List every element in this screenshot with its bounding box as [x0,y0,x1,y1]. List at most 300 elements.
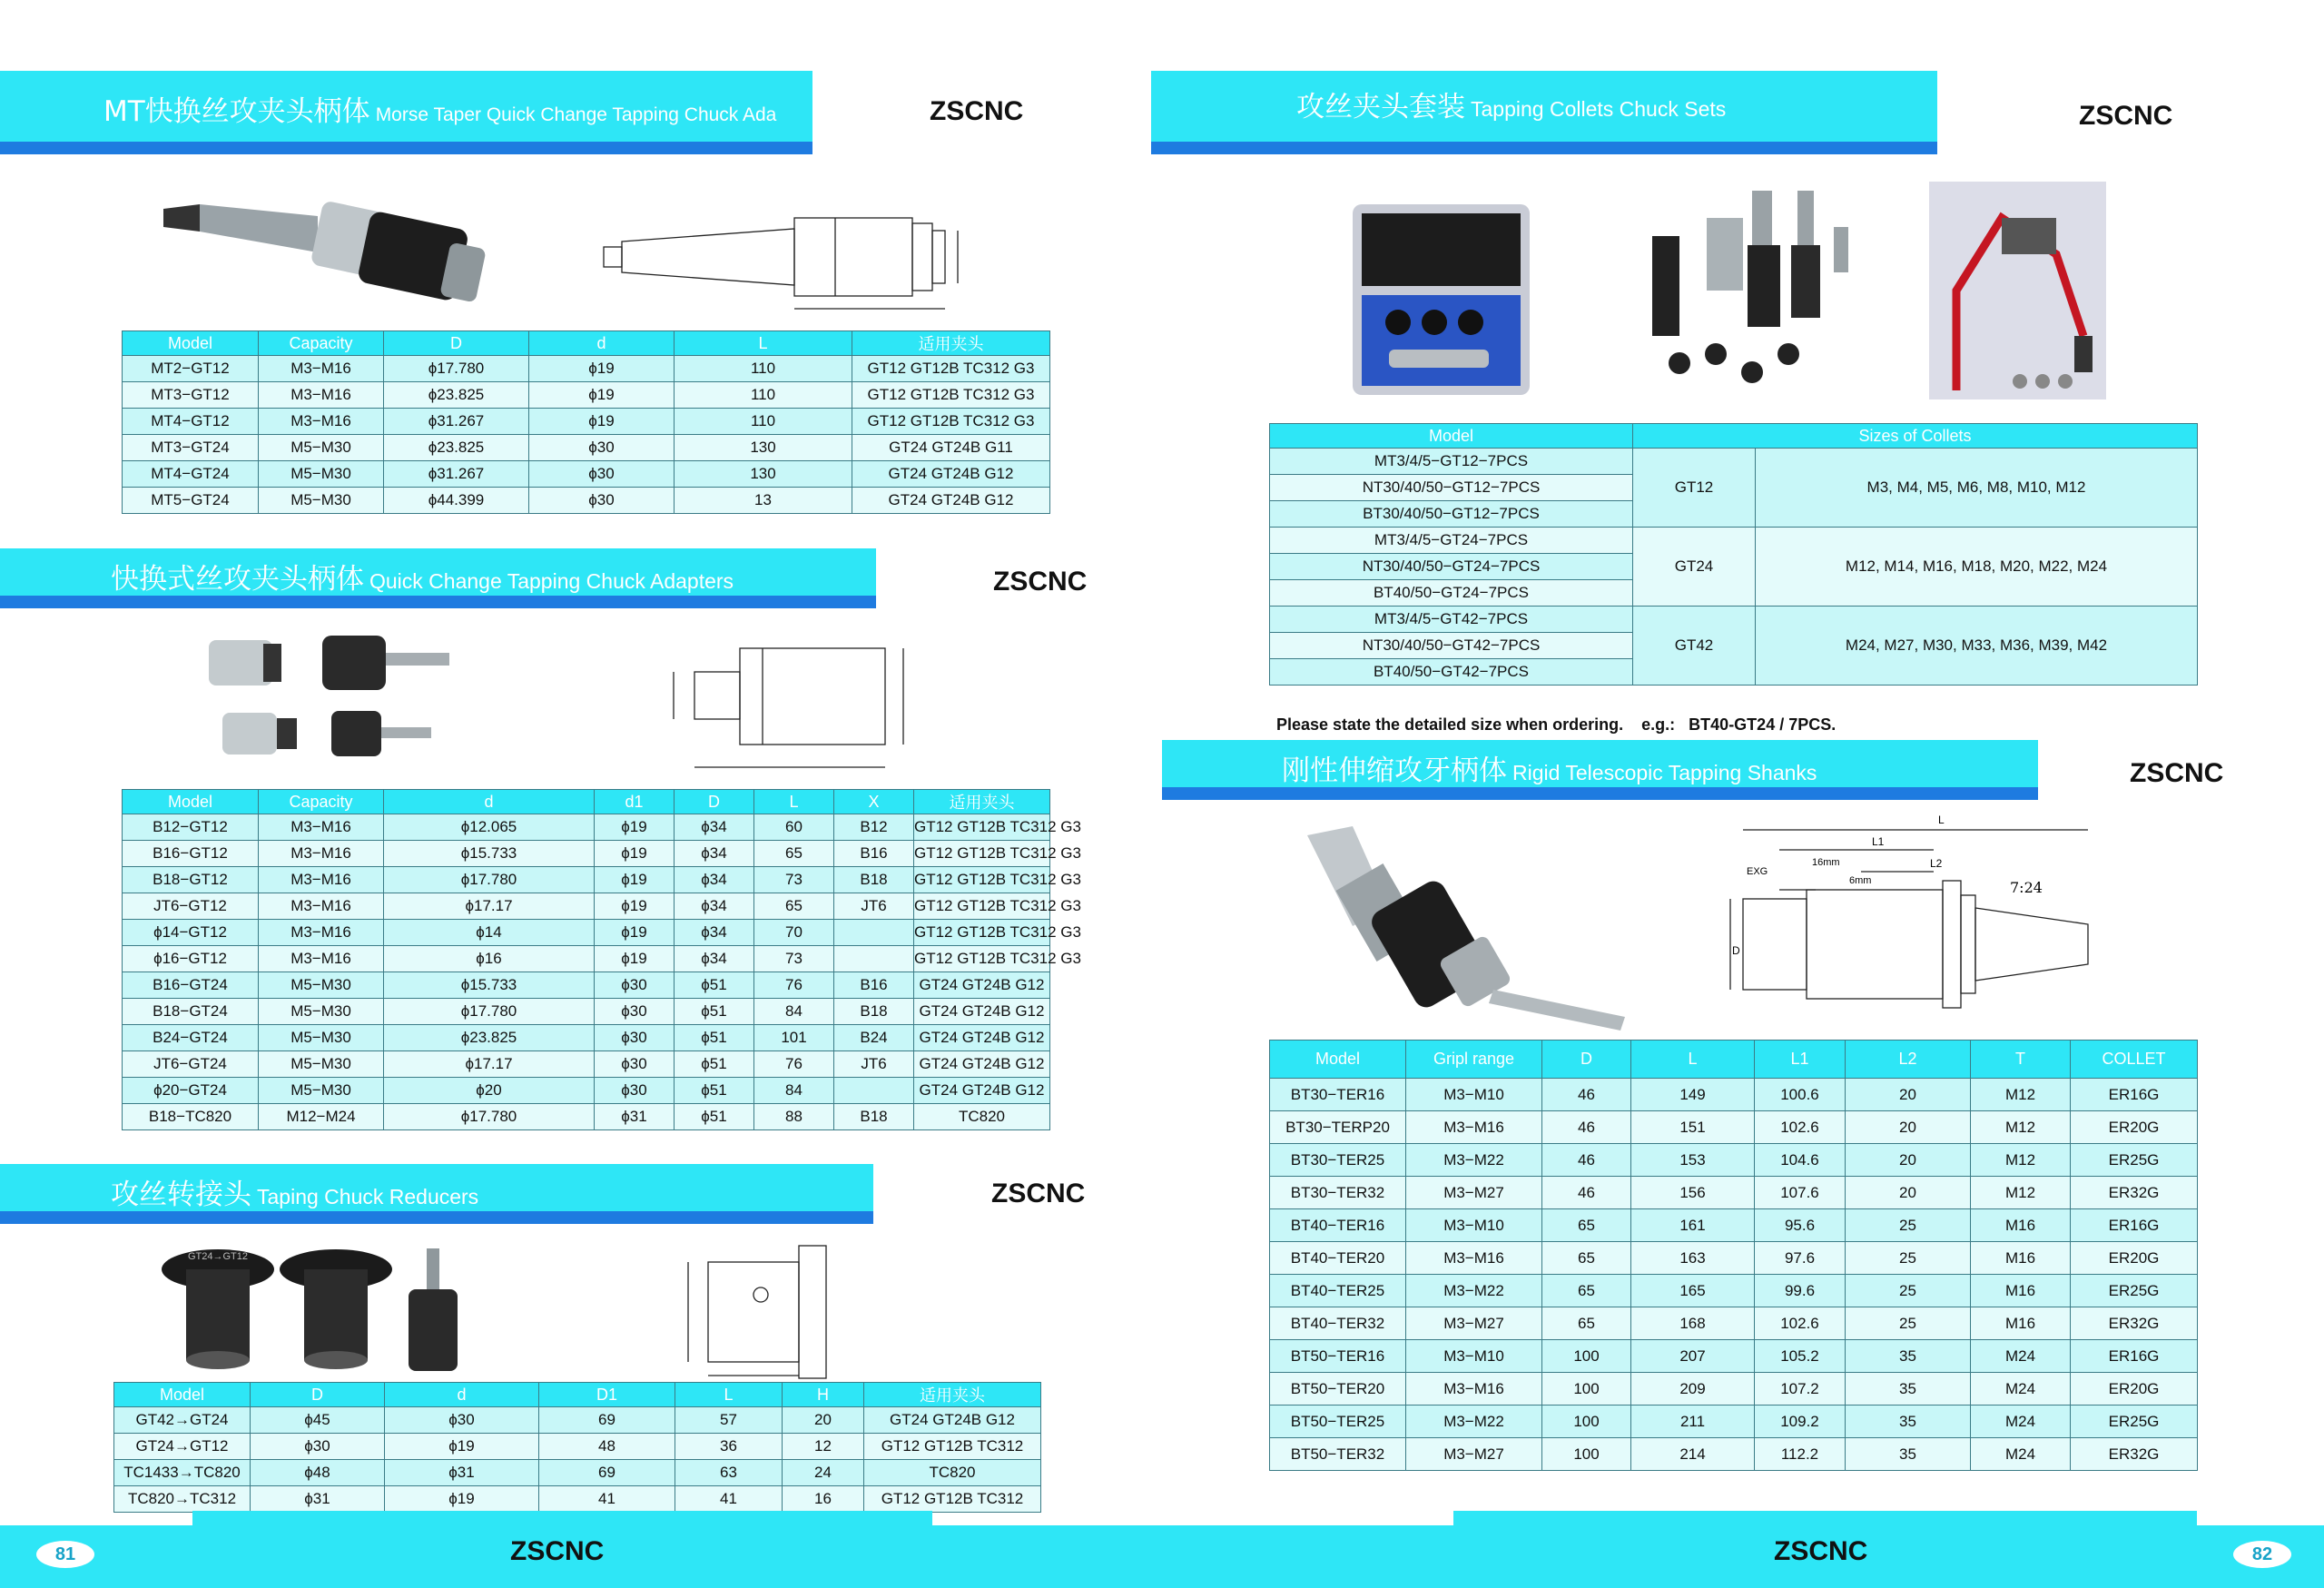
column-header: d1 [595,790,675,814]
quick-change-adapter-drawing [663,636,917,772]
table-cell: ϕ19 [529,356,675,382]
table-cell: M16 [1971,1242,2071,1275]
table-cell: GT24 GT24B G12 [852,488,1050,514]
table-cell: 69 [539,1407,675,1434]
collet-sizes-cell: M3, M4, M5, M6, M8, M10, M12 [1756,449,2198,528]
table-cell: M16 [1971,1307,2071,1340]
table-cell [834,946,914,972]
table-cell: B16 [834,972,914,999]
table-cell: M12 [1971,1079,2071,1111]
table-cell: BT40/50−GT42−7PCS [1270,659,1633,686]
table-cell: GT12 GT12B TC312 G3 [914,841,1050,867]
mt-chuck-photo [154,182,499,309]
table-cell: 109.2 [1755,1406,1846,1438]
table-row [1270,1242,2198,1275]
table-cell: BT30−TER32 [1270,1177,1406,1209]
column-header: T [1971,1041,2071,1079]
table-cell: M24 [1971,1438,2071,1471]
table-cell: M12 [1971,1111,2071,1144]
table-cell: ϕ51 [675,1025,754,1051]
table-cell: 211 [1631,1406,1755,1438]
rigid-tapping-shank-photo [1298,817,1643,1035]
table-cell: GT24 GT24B G12 [914,1025,1050,1051]
table-row [123,920,1050,946]
table-cell: M5−M30 [259,461,384,488]
table-cell: ER20G [2071,1111,2198,1144]
table-cell: ϕ30 [529,461,675,488]
table-cell: ϕ51 [675,1104,754,1130]
table-row [123,999,1050,1025]
table-cell: GT12 GT12B TC312 G3 [914,867,1050,893]
table-cell: B16 [834,841,914,867]
table-cell: ϕ31 [385,1460,539,1486]
table-cell: ϕ17.17 [384,893,595,920]
table-cell: 25 [1846,1275,1971,1307]
table-cell: 41 [675,1486,783,1513]
table-row [1270,1406,2198,1438]
table-cell: BT40/50−GT24−7PCS [1270,580,1633,607]
table-cell: 110 [675,409,852,435]
table-cell: 100 [1542,1406,1631,1438]
table-cell: 35 [1846,1340,1971,1373]
table-cell: M3−M22 [1406,1275,1542,1307]
table-cell: M3−M16 [259,409,384,435]
table-cell: 46 [1542,1177,1631,1209]
table-cell: MT5−GT24 [123,488,259,514]
table-cell: M3−M16 [1406,1373,1542,1406]
table-cell: ER32G [2071,1177,2198,1209]
table-cell: GT24→GT12 [114,1434,251,1460]
table-cell: 99.6 [1755,1275,1846,1307]
table-cell: 12 [783,1434,864,1460]
column-header: L1 [1755,1041,1846,1079]
table-cell: 46 [1542,1144,1631,1177]
section-title-bar [1151,71,1937,154]
table-cell: 41 [539,1486,675,1513]
table-cell: M3−M16 [259,946,384,972]
table-cell: 110 [675,356,852,382]
table-cell: ϕ14 [384,920,595,946]
table-cell: B18−TC820 [123,1104,259,1130]
table-cell: 168 [1631,1307,1755,1340]
table-cell: MT3/4/5−GT12−7PCS [1270,449,1633,475]
table-cell: ER25G [2071,1406,2198,1438]
table-cell: GT12 GT12B TC312 G3 [914,946,1050,972]
drawing-label-L: L [1938,814,1945,826]
section-title-bar [1162,740,2038,800]
table-cell: 65 [754,893,834,920]
column-header: 适用夹头 [864,1383,1041,1407]
table-row [1270,1111,2198,1144]
table-cell: GT24 GT24B G11 [852,435,1050,461]
table-cell: 20 [1846,1144,1971,1177]
table-cell: 214 [1631,1438,1755,1471]
table-row [1270,1275,2198,1307]
table-cell: 57 [675,1407,783,1434]
table-row [123,841,1050,867]
table-cell: 48 [539,1434,675,1460]
table-cell: M5−M30 [259,435,384,461]
column-header: Capacity [259,331,384,356]
table-cell: M12 [1971,1177,2071,1209]
drawing-label-L1: L1 [1872,835,1885,848]
table-cell: GT12 GT12B TC312 G3 [852,409,1050,435]
table-cell: M3−M16 [259,893,384,920]
table-cell: ϕ19 [595,841,675,867]
table-cell: 84 [754,999,834,1025]
collet-type-cell: GT24 [1633,528,1756,607]
table-cell: ϕ15.733 [384,972,595,999]
collet-sizes-cell: M12, M14, M16, M18, M20, M22, M24 [1756,528,2198,607]
product-engraving: GT24→GT12 [187,1251,249,1262]
table-cell: ϕ30 [385,1407,539,1434]
column-header: 适用夹头 [914,790,1050,814]
page-number: 82 [2233,1541,2291,1568]
quick-change-adapter-photo [204,631,468,767]
table-cell: M5−M30 [259,1051,384,1078]
table-cell: 46 [1542,1079,1631,1111]
table-row [1270,1209,2198,1242]
table-cell: 65 [754,841,834,867]
table-cell: ϕ34 [675,841,754,867]
table-row [114,1434,1041,1460]
table-cell: M3−M10 [1406,1079,1542,1111]
table-cell: BT30−TERP20 [1270,1111,1406,1144]
table-cell: BT40−TER16 [1270,1209,1406,1242]
table-cell: ϕ30 [251,1434,385,1460]
table-cell: ϕ14−GT12 [123,920,259,946]
table-cell: 65 [1542,1242,1631,1275]
column-header: D [1542,1041,1631,1079]
table-cell: 156 [1631,1177,1755,1209]
table-cell: M3−M10 [1406,1209,1542,1242]
drawing-label-D: D [1732,944,1740,957]
table-cell: 73 [754,946,834,972]
table-cell: 25 [1846,1242,1971,1275]
table-cell: 130 [675,461,852,488]
chuck-reducer-drawing [672,1244,872,1380]
ordering-note-text: Please state the detailed size when ordering. [1276,715,1624,734]
table-row [114,1486,1041,1513]
drawing-label-L2: L2 [1930,857,1943,870]
brand-label: ZSCNC [2079,101,2173,131]
table-cell: GT12 GT12B TC312 G3 [914,893,1050,920]
column-header: Capacity [259,790,384,814]
drawing-label-taper: 7:24 [2010,879,2043,896]
table-cell: M3−M16 [1406,1111,1542,1144]
table-cell: BT50−TER16 [1270,1340,1406,1373]
brand-label: ZSCNC [993,567,1088,597]
table-row [1270,1079,2198,1111]
table-row [123,1078,1050,1104]
table-cell: TC820 [864,1460,1041,1486]
table-cell: ϕ30 [595,1078,675,1104]
table-cell: 13 [675,488,852,514]
table-cell: ER25G [2071,1275,2198,1307]
table-cell: 35 [1846,1406,1971,1438]
table-cell: GT12 GT12B TC312 G3 [852,356,1050,382]
table-cell: ϕ51 [675,999,754,1025]
table-cell: ϕ51 [675,1078,754,1104]
table-row [123,867,1050,893]
table-cell: JT6−GT24 [123,1051,259,1078]
mt-chuck-drawing [599,209,999,318]
table-cell: M5−M30 [259,488,384,514]
table-cell: 46 [1542,1111,1631,1144]
table-cell: 65 [1542,1307,1631,1340]
table-cell: 35 [1846,1438,1971,1471]
table-cell: ER32G [2071,1307,2198,1340]
table-cell: ϕ34 [675,893,754,920]
table-cell: ϕ31.267 [384,409,529,435]
section-title-bar [0,71,812,154]
table-cell: GT24 GT24B G12 [914,1051,1050,1078]
table-cell: 20 [1846,1177,1971,1209]
rigid-tapping-shank-drawing [1725,817,2106,1026]
table-cell: 16 [783,1486,864,1513]
table-cell: ϕ19 [595,946,675,972]
table-cell: GT12 GT12B TC312 [864,1486,1041,1513]
table-cell: ϕ17.780 [384,1104,595,1130]
column-header: D [675,790,754,814]
table-cell: ϕ17.17 [384,1051,595,1078]
table-cell: ϕ20 [384,1078,595,1104]
table-cell: M3−M27 [1406,1177,1542,1209]
table-cell: ϕ17.780 [384,999,595,1025]
ordering-note-eg: e.g.: [1641,715,1676,734]
table-cell: ϕ19 [529,382,675,409]
table-cell: NT30/40/50−GT24−7PCS [1270,554,1633,580]
section-title-bar [0,548,876,608]
table-cell: 69 [539,1460,675,1486]
table-cell: ϕ12.065 [384,814,595,841]
table-cell: M24 [1971,1373,2071,1406]
table-row [123,814,1050,841]
table-cell: ER16G [2071,1079,2198,1111]
table-cell: ϕ19 [529,409,675,435]
table-cell: ϕ19 [595,920,675,946]
table-row [1270,1373,2198,1406]
section-title-cn: 攻丝转接头 [111,1179,251,1211]
table-cell: M3−M27 [1406,1438,1542,1471]
table-cell: 36 [675,1434,783,1460]
table-cell: 60 [754,814,834,841]
table-cell: 107.2 [1755,1373,1846,1406]
table-cell: ER16G [2071,1340,2198,1373]
table-cell: BT30−TER16 [1270,1079,1406,1111]
column-header: Model [1270,424,1633,449]
table-cell: 149 [1631,1079,1755,1111]
table-row [123,461,1050,488]
collet-type-cell: GT42 [1633,607,1756,686]
tapping-machine-photo [1929,182,2111,399]
table-cell: 65 [1542,1209,1631,1242]
table-cell: B12−GT12 [123,814,259,841]
collet-set-chucks-photo [1616,182,1861,409]
table-cell: B24−GT24 [123,1025,259,1051]
footer-brand: ZSCNC [510,1536,605,1566]
table-cell: GT24 GT24B G12 [914,999,1050,1025]
table-cell [834,1078,914,1104]
table-cell: M5−M30 [259,1025,384,1051]
table-cell: M12−M24 [259,1104,384,1130]
table-cell: GT12 GT12B TC312 G3 [914,920,1050,946]
column-header: Model [1270,1041,1406,1079]
table-cell: B24 [834,1025,914,1051]
table-cell: 130 [675,435,852,461]
table-cell: BT40−TER25 [1270,1275,1406,1307]
section-title-en: Rigid Telescopic Tapping Shanks [1512,761,1817,784]
section-title-en: Quick Change Tapping Chuck Adapters [369,569,734,593]
table-cell: TC1433→TC820 [114,1460,251,1486]
table-row [1270,1177,2198,1209]
section-title-en: Tapping Collets Chuck Sets [1471,97,1727,121]
table-cell: ϕ51 [675,1051,754,1078]
table-row [123,435,1050,461]
table-cell: BT30/40/50−GT12−7PCS [1270,501,1633,528]
table-cell: ϕ31 [595,1104,675,1130]
table-cell: B18 [834,867,914,893]
table-cell: 105.2 [1755,1340,1846,1373]
table-cell: 209 [1631,1373,1755,1406]
table-cell: JT6 [834,893,914,920]
table-cell: MT3/4/5−GT24−7PCS [1270,528,1633,554]
ordering-note [1276,715,1836,735]
table-cell: ϕ16 [384,946,595,972]
table-cell: 97.6 [1755,1242,1846,1275]
table-cell: B16−GT24 [123,972,259,999]
table-cell: ϕ19 [595,867,675,893]
column-header: L [675,331,852,356]
collet-type-cell: GT12 [1633,449,1756,528]
table-row [123,946,1050,972]
quick-change-adapter-table [122,789,1081,1130]
table-cell: GT12 GT12B TC312 G3 [852,382,1050,409]
table-cell: MT2−GT12 [123,356,259,382]
section-title-cn: 刚性伸缩攻牙柄体 [1282,755,1507,787]
table-cell: ϕ34 [675,946,754,972]
table-cell: MT3/4/5−GT42−7PCS [1270,607,1633,633]
column-header: d [385,1383,539,1407]
column-header: COLLET [2071,1041,2198,1079]
table-cell: 95.6 [1755,1209,1846,1242]
table-cell: ϕ17.780 [384,867,595,893]
table-cell: 65 [1542,1275,1631,1307]
table-row [1270,1438,2198,1471]
table-cell: M3−M10 [1406,1340,1542,1373]
table-cell: GT24 GT24B G12 [914,1078,1050,1104]
section-title-bar [0,1164,873,1224]
table-cell: ER25G [2071,1144,2198,1177]
rigid-tapping-shank-table [1269,1040,2198,1471]
table-cell: NT30/40/50−GT42−7PCS [1270,633,1633,659]
table-cell: M24 [1971,1406,2071,1438]
table-cell: BT40−TER20 [1270,1242,1406,1275]
table-cell: M24 [1971,1340,2071,1373]
table-cell: JT6−GT12 [123,893,259,920]
table-row [123,893,1050,920]
table-cell: ϕ48 [251,1460,385,1486]
table-cell: M16 [1971,1275,2071,1307]
table-cell: MT3−GT24 [123,435,259,461]
table-cell: ϕ30 [529,488,675,514]
table-cell: ER32G [2071,1438,2198,1471]
table-cell: 63 [675,1460,783,1486]
table-cell: ϕ45 [251,1407,385,1434]
table-cell: 88 [754,1104,834,1130]
table-cell: B18 [834,1104,914,1130]
table-cell: M3−M22 [1406,1144,1542,1177]
table-cell: 151 [1631,1111,1755,1144]
drawing-label-EXG: EXG [1747,866,1768,877]
column-header: D [251,1383,385,1407]
table-cell: M3−M16 [1406,1242,1542,1275]
column-header: D [384,331,529,356]
table-cell: M12 [1971,1144,2071,1177]
table-cell: ϕ51 [675,972,754,999]
table-row [1270,1340,2198,1373]
column-header: X [834,790,914,814]
table-cell: M16 [1971,1209,2071,1242]
collet-sizes-cell: M24, M27, M30, M33, M36, M39, M42 [1756,607,2198,686]
table-cell: 107.6 [1755,1177,1846,1209]
table-cell: ϕ34 [675,920,754,946]
table-cell: 100 [1542,1438,1631,1471]
table-cell: 207 [1631,1340,1755,1373]
table-cell: B12 [834,814,914,841]
table-cell: MT4−GT12 [123,409,259,435]
table-cell: B18 [834,999,914,1025]
brand-label: ZSCNC [991,1179,1086,1208]
column-header: L [1631,1041,1755,1079]
column-header: Model [114,1383,251,1407]
table-cell: ϕ23.825 [384,435,529,461]
table-cell: M3−M22 [1406,1406,1542,1438]
table-cell: 100 [1542,1340,1631,1373]
column-header: d [529,331,675,356]
column-header: 适用夹头 [852,331,1050,356]
table-cell: ϕ34 [675,867,754,893]
table-cell: TC820 [914,1104,1050,1130]
table-cell: 100.6 [1755,1079,1846,1111]
table-cell: 84 [754,1078,834,1104]
table-cell: 102.6 [1755,1307,1846,1340]
table-cell: 101 [754,1025,834,1051]
table-cell: GT12 GT12B TC312 [864,1434,1041,1460]
table-cell: ϕ17.780 [384,356,529,382]
table-cell: GT24 GT24B G12 [864,1407,1041,1434]
section-title-cn: MT快换丝攻夹头柄体 [103,95,370,128]
table-cell: 70 [754,920,834,946]
table-cell: M5−M30 [259,972,384,999]
column-header: L [754,790,834,814]
table-cell: ϕ34 [675,814,754,841]
table-cell: ϕ30 [529,435,675,461]
drawing-label-dim6: 6mm [1849,875,1872,886]
table-cell: B18−GT24 [123,999,259,1025]
table-cell: B16−GT12 [123,841,259,867]
table-cell: ϕ31.267 [384,461,529,488]
table-cell: NT30/40/50−GT12−7PCS [1270,475,1633,501]
table-cell: MT3−GT12 [123,382,259,409]
table-row [1270,1144,2198,1177]
table-cell: ER20G [2071,1373,2198,1406]
column-header: Model [123,331,259,356]
table-cell: ER20G [2071,1242,2198,1275]
table-cell: 165 [1631,1275,1755,1307]
table-row [123,356,1050,382]
table-cell: ϕ23.825 [384,382,529,409]
